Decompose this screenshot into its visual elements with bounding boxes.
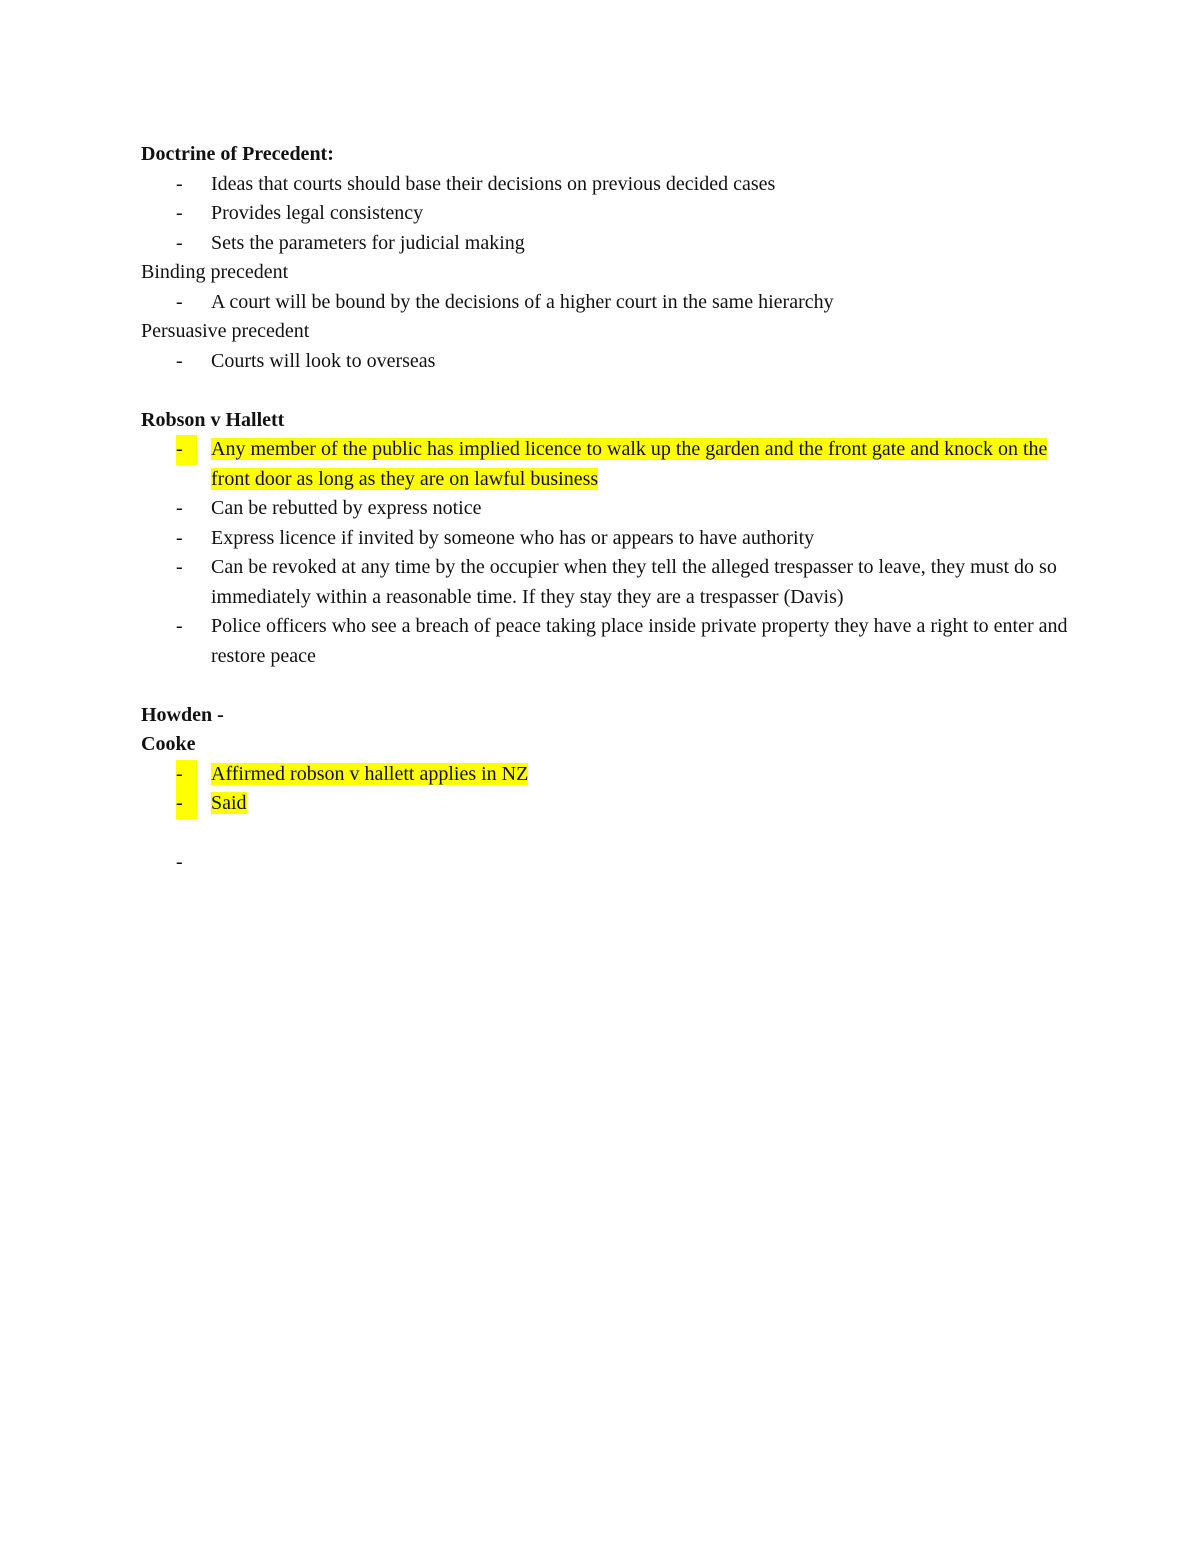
bullet-dash: - [176,435,197,465]
heading-doctrine-of-precedent: Doctrine of Precedent: [141,143,334,165]
list-item-text: Said [211,792,247,814]
list-item-highlighted [141,789,1071,819]
bullet-dash: - [176,789,197,819]
bullet-dash: - [176,202,183,224]
bullet-dash: - [176,172,183,195]
blank-line [141,376,1071,406]
bullet-dash: - [176,526,183,549]
list-item-highlighted [141,760,1071,790]
list-item [141,494,1071,524]
bullet-dash: - [176,231,183,254]
list-item-text: Express licence if invited by someone who has or appears to have authority [211,526,815,549]
heading-howden: Howden - [141,703,224,726]
list-item [141,524,1071,554]
bullet-dash: - [176,615,183,637]
list-item-text: Provides legal consistency [211,202,424,224]
blank-line [141,671,1071,701]
list-item [141,347,1071,377]
list-item [141,288,1071,318]
list-item [141,553,1071,612]
bullet-dash: - [176,851,183,873]
bullet-dash: - [176,290,183,313]
list-item-text: Sets the parameters for judicial making [211,231,525,254]
bullet-dash: - [176,556,183,578]
persuasive-precedent-label: Persuasive precedent [141,320,310,342]
list-item [141,229,1071,259]
list-item-text: Ideas that courts should base their decisions on previous decided cases [211,172,776,195]
list-item-text: A court will be bound by the decisions of a higher court in the same hierarchy [211,290,834,313]
bullet-dash: - [176,349,183,372]
subheading-cooke: Cooke [141,733,196,755]
list-item [141,170,1071,200]
list-item [141,612,1071,671]
list-item-text: Can be rebutted by express notice [211,497,482,519]
list-item-text: Courts will look to overseas [211,349,436,372]
heading-robson-v-hallett: Robson v Hallett [141,408,285,431]
list-item-text: Can be revoked at any time by the occupier when they tell the alleged trespasser to leave, they must do so immediately within a reasonable time. If they stay they are a trespasser (Davis) [211,556,1057,608]
list-item-highlighted [141,435,1071,494]
blank-line [141,819,1071,849]
list-item-text: Affirmed robson v hallett applies in NZ [211,762,529,785]
bullet-dash: - [176,760,197,790]
list-item-text: Any member of the public has implied licence to walk up the garden and the front gate and knock on the front door as long as they are on lawful business [211,438,1048,490]
list-item [141,199,1071,229]
list-item-text: Police officers who see a breach of peace taking place inside private property they have a right to enter and restore peace [211,615,1068,667]
document-body [141,140,1071,873]
bullet-dash: - [176,497,183,519]
binding-precedent-label: Binding precedent [141,261,289,283]
